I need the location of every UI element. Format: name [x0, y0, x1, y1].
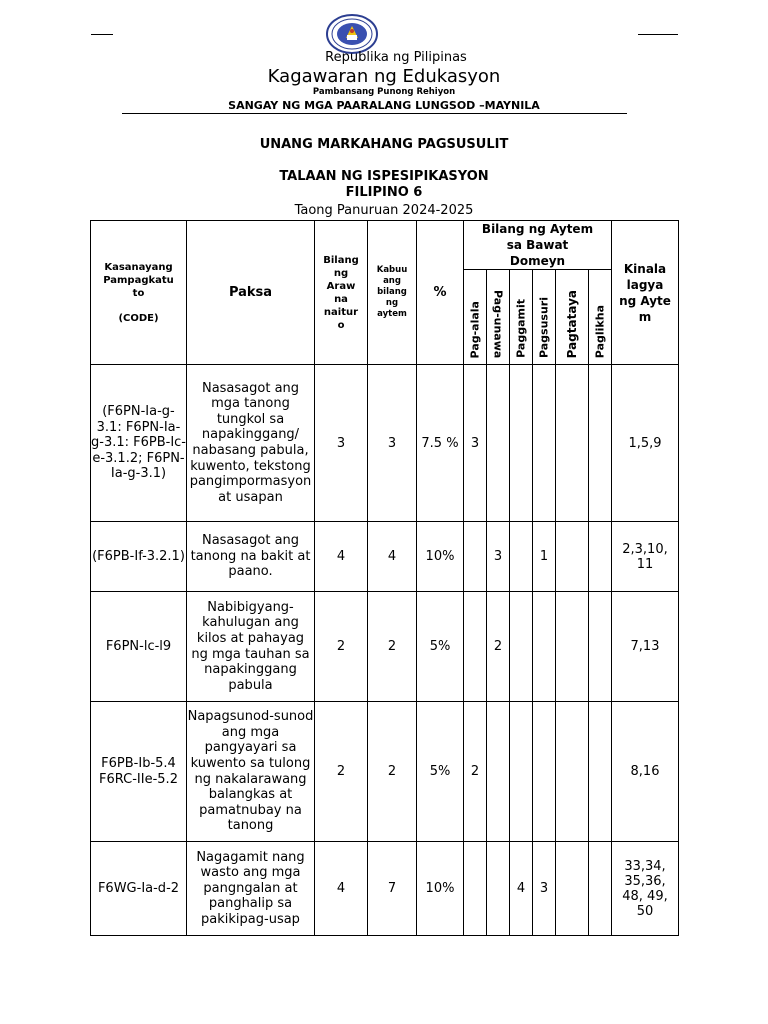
table-row [91, 842, 679, 936]
row-domain-3 [510, 365, 533, 522]
header-days-label: Bilang ng Araw na naitur o [323, 254, 359, 331]
row-domain-6 [589, 365, 612, 522]
row-code: F6WG-Ia-d-2 [91, 842, 187, 936]
header-days [315, 221, 368, 365]
row-topic: Napagsunod-sunod ang mga pangyayari sa kuwento sa tulong ng nakalarawang balangkas at pamatnubay na tanong [187, 702, 315, 842]
row-topic: Nasasagot ang tanong na bakit at paano. [187, 522, 315, 592]
row-code: (F6PN-Ia-g-3.1: F6PN-Ia- g-3.1: F6PB-Ic-e-3.1.2; F6PN-Ia-g-3.1) [91, 365, 187, 522]
header-right-rule [638, 34, 678, 35]
school-year: Taong Panuruan 2024-2025 [294, 203, 474, 218]
row-domain-3 [510, 592, 533, 702]
header-competency-label: Kasanayang Pampagkatu to [103, 261, 174, 299]
row-domain-2 [487, 702, 510, 842]
row-percent: 5% [417, 702, 464, 842]
row-domain-2 [487, 842, 510, 936]
row-items: 4 [368, 522, 417, 592]
row-domain-4: 3 [533, 842, 556, 936]
republic-label: Republika ng Pilipinas [325, 50, 467, 65]
row-days: 4 [315, 842, 368, 936]
header-domain-group-label: Bilang ng Aytem sa Bawat Domeyn [481, 222, 594, 268]
domain-understanding-label: Pag-unawa [491, 289, 505, 358]
row-placement: 8,16 [612, 702, 679, 842]
row-domain-1 [464, 842, 487, 936]
row-domain-2: 3 [487, 522, 510, 592]
header-divider [122, 113, 627, 114]
row-placement: 2,3,10, 11 [612, 522, 679, 592]
row-topic: Nagagamit nang wasto ang mga pangngalan at panghalip sa pakikipag-usap [187, 842, 315, 936]
header-domain-group [464, 221, 612, 270]
row-placement: 33,34, 35,36, 48, 49, 50 [612, 842, 679, 936]
row-code: F6PN-lc-l9 [91, 592, 187, 702]
row-days: 2 [315, 592, 368, 702]
row-topic: Nasasagot ang mga tanong tungkol sa napakinggang/ nabasang pabula, kuwento, tekstong pangimpormasyon at usapan [187, 365, 315, 522]
table-row [91, 702, 679, 842]
row-domain-2 [487, 365, 510, 522]
row-domain-3 [510, 522, 533, 592]
domain-analyzing-label: Pagsusuri [537, 296, 551, 358]
table-row [91, 592, 679, 702]
row-percent: 5% [417, 592, 464, 702]
header-left-rule [91, 34, 113, 35]
header-placement-label: Kinala lagya ng Ayte m [619, 261, 671, 324]
domain-remembering [464, 270, 487, 365]
row-domain-6 [589, 592, 612, 702]
row-code: F6PB-Ib-5.4 F6RC-IIe-5.2 [91, 702, 187, 842]
row-items: 2 [368, 592, 417, 702]
subject-title: FILIPINO 6 [345, 185, 423, 200]
table-row [91, 522, 679, 592]
domain-applying-label: Paggamit [514, 299, 528, 358]
row-domain-3: 4 [510, 842, 533, 936]
row-placement: 7,13 [612, 592, 679, 702]
domain-creating-label: Paglikha [593, 304, 607, 358]
table-row [91, 365, 679, 522]
row-items: 2 [368, 702, 417, 842]
row-items: 3 [368, 365, 417, 522]
row-domain-5 [556, 522, 589, 592]
department-name: Kagawaran ng Edukasyon [267, 66, 501, 87]
header-placement [612, 221, 679, 365]
row-percent: 7.5 % [417, 365, 464, 522]
row-domain-1: 3 [464, 365, 487, 522]
header-code-label: (CODE) [118, 312, 159, 324]
row-items: 7 [368, 842, 417, 936]
division-label: SANGAY NG MGA PAARALANG LUNGSOD –MAYNILA [228, 99, 540, 112]
row-days: 4 [315, 522, 368, 592]
row-domain-6 [589, 702, 612, 842]
row-domain-6 [589, 842, 612, 936]
row-domain-2: 2 [487, 592, 510, 702]
row-days: 3 [315, 365, 368, 522]
specification-table [90, 220, 679, 936]
domain-evaluating-label: Pagtataya [565, 289, 579, 358]
header-items-label: Kabuu ang bilang ng aytem [376, 265, 408, 319]
row-domain-5 [556, 592, 589, 702]
row-percent: 10% [417, 842, 464, 936]
row-topic: Nabibigyang-kahulugan ang kilos at pahayag ng mga tauhan sa napakinggang pabula [187, 592, 315, 702]
row-domain-4: 1 [533, 522, 556, 592]
row-domain-1: 2 [464, 702, 487, 842]
exam-title: UNANG MARKAHANG PAGSUSULIT [259, 137, 509, 152]
row-domain-1 [464, 522, 487, 592]
row-domain-6 [589, 522, 612, 592]
row-domain-4 [533, 702, 556, 842]
header-percent: % [417, 221, 464, 365]
header-topic: Paksa [187, 221, 315, 365]
row-domain-5 [556, 365, 589, 522]
tos-title: TALAAN NG ISPESIPIKASYON [279, 169, 489, 184]
deped-seal-icon [326, 14, 378, 54]
row-domain-4 [533, 365, 556, 522]
row-days: 2 [315, 702, 368, 842]
domain-analyzing [533, 270, 556, 365]
region-label: Pambansang Punong Rehiyon [312, 87, 456, 97]
row-placement: 1,5,9 [612, 365, 679, 522]
row-domain-5 [556, 842, 589, 936]
header-competency [91, 221, 187, 365]
domain-evaluating [556, 270, 589, 365]
header-items [368, 221, 417, 365]
row-code: (F6PB-If-3.2.1) [91, 522, 187, 592]
row-domain-1 [464, 592, 487, 702]
domain-applying [510, 270, 533, 365]
row-domain-4 [533, 592, 556, 702]
domain-remembering-label: Pag-alala [468, 300, 482, 358]
row-domain-5 [556, 702, 589, 842]
row-domain-3 [510, 702, 533, 842]
domain-creating [589, 270, 612, 365]
row-percent: 10% [417, 522, 464, 592]
domain-understanding [487, 270, 510, 365]
